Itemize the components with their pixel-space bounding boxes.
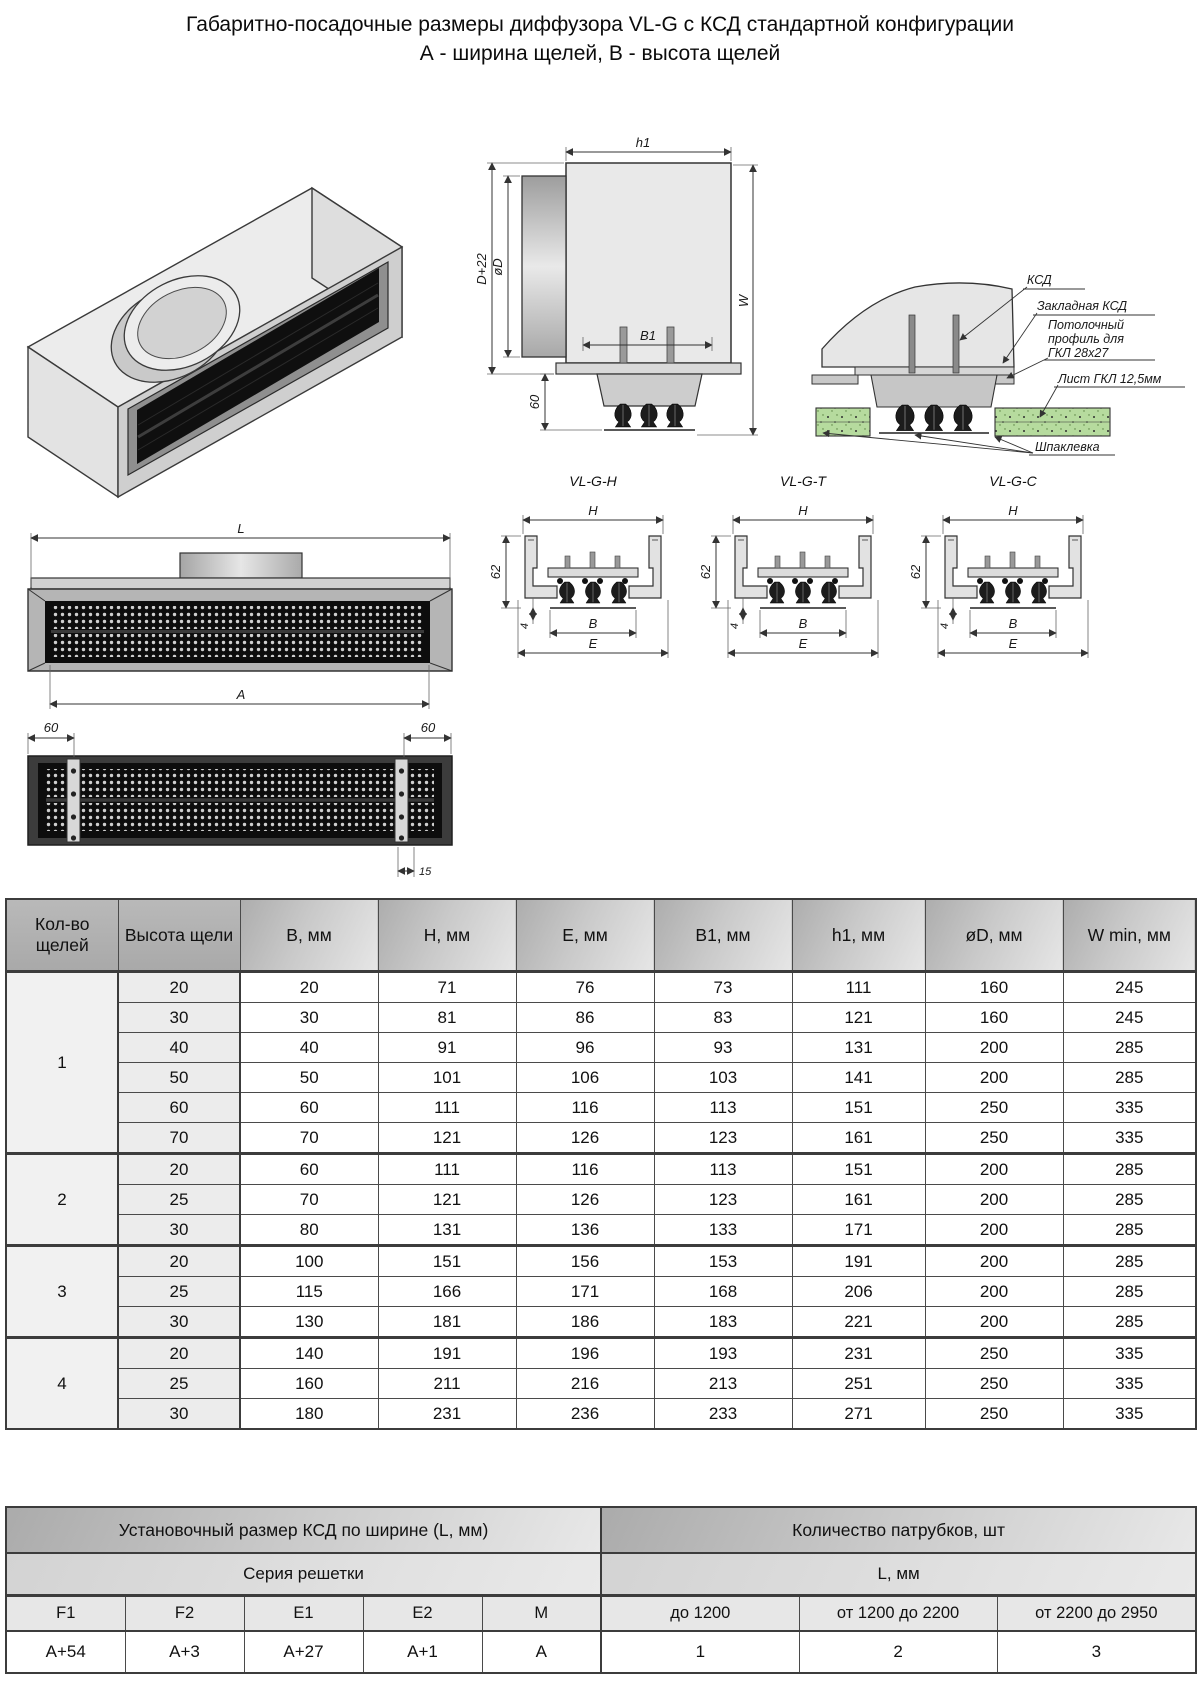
value-cell: 111: [792, 972, 925, 1003]
value-cell: 100: [240, 1246, 378, 1277]
dim-l: L: [237, 521, 245, 536]
value-cell: 285: [1063, 1307, 1196, 1338]
value-cell: 71: [378, 972, 516, 1003]
value-cell: 335: [1063, 1093, 1196, 1123]
main-table: [5, 898, 1197, 1430]
dim-62: 62: [698, 564, 713, 580]
table-row: [6, 1596, 1196, 1632]
value-cell: 20: [118, 1246, 240, 1277]
value-cell: 116: [516, 1154, 654, 1185]
svg-text:Шпаклевка: Шпаклевка: [1035, 440, 1100, 454]
table-row: [6, 1215, 1196, 1246]
value-cell: 171: [516, 1277, 654, 1307]
slot-count-cell: 2: [6, 1154, 118, 1246]
value-cell: 186: [516, 1307, 654, 1338]
value-cell: 70: [240, 1185, 378, 1215]
svg-text:Закладная КСД: Закладная КСД: [1037, 299, 1128, 313]
series-value-cell: A+54: [6, 1631, 125, 1673]
value-cell: 70: [118, 1123, 240, 1154]
value-cell: 180: [240, 1399, 378, 1430]
value-cell: 200: [925, 1185, 1063, 1215]
value-cell: 285: [1063, 1063, 1196, 1093]
svg-text:профиль для: профиль для: [1048, 332, 1124, 346]
value-cell: 60: [240, 1154, 378, 1185]
dim-h: H: [588, 503, 598, 518]
table-row: [6, 1277, 1196, 1307]
dim-a: A: [236, 687, 246, 702]
table-row: [6, 1154, 1196, 1185]
value-cell: 136: [516, 1215, 654, 1246]
main-table-body: [6, 972, 1196, 1430]
table-row: [6, 1185, 1196, 1215]
value-cell: 171: [792, 1215, 925, 1246]
value-cell: 200: [925, 1215, 1063, 1246]
section-profile: [908, 503, 1088, 658]
section-name: VL-G-H: [569, 473, 617, 489]
value-cell: 40: [240, 1033, 378, 1063]
value-cell: 76: [516, 972, 654, 1003]
table-row: [6, 1063, 1196, 1093]
table-row: [6, 1631, 1196, 1673]
series-column-header: F1: [6, 1596, 125, 1632]
column-header: W min, мм: [1063, 899, 1196, 972]
callout-profile: [1007, 318, 1155, 378]
column-header: h1, мм: [792, 899, 925, 972]
series-value-cell: A+27: [244, 1631, 363, 1673]
bottom-table-body: [6, 1507, 1196, 1673]
series-column-header: E1: [244, 1596, 363, 1632]
value-cell: 133: [654, 1215, 792, 1246]
value-cell: 231: [792, 1338, 925, 1369]
dim-h: H: [798, 503, 808, 518]
dim-b: B: [1008, 616, 1018, 631]
value-cell: 111: [378, 1093, 516, 1123]
value-cell: 130: [240, 1307, 378, 1338]
spigot-top: [180, 553, 302, 578]
table-row: [6, 1093, 1196, 1123]
value-cell: 236: [516, 1399, 654, 1430]
column-header: Кол-во щелей: [6, 899, 118, 972]
value-cell: 111: [378, 1154, 516, 1185]
value-cell: 285: [1063, 1033, 1196, 1063]
column-header: Высота щели: [118, 899, 240, 972]
value-cell: 245: [1063, 1003, 1196, 1033]
value-cell: 20: [118, 972, 240, 1003]
value-cell: 183: [654, 1307, 792, 1338]
section-vl-g-c: [908, 468, 1118, 693]
value-cell: 30: [118, 1307, 240, 1338]
value-cell: 115: [240, 1277, 378, 1307]
value-cell: 131: [792, 1033, 925, 1063]
section-vl-g-h: [488, 468, 698, 693]
value-cell: 200: [925, 1277, 1063, 1307]
dim-b: B: [798, 616, 808, 631]
value-cell: 285: [1063, 1154, 1196, 1185]
value-cell: 181: [378, 1307, 516, 1338]
value-cell: 213: [654, 1369, 792, 1399]
dim-60-right: 60: [420, 720, 436, 735]
dim-phi-d: øD: [490, 258, 505, 276]
value-cell: 335: [1063, 1123, 1196, 1154]
value-cell: 161: [792, 1185, 925, 1215]
value-cell: 25: [118, 1185, 240, 1215]
value-cell: 20: [240, 972, 378, 1003]
title-line2: А - ширина щелей, В - высота щелей: [419, 42, 781, 66]
plenum-box: [822, 283, 1014, 367]
dim-h: H: [1008, 503, 1018, 518]
value-cell: 166: [378, 1277, 516, 1307]
mounting-bracket-left: [67, 759, 80, 842]
dim-h1: h1: [635, 135, 651, 150]
slot-count-cell: 3: [6, 1246, 118, 1338]
value-cell: 216: [516, 1369, 654, 1399]
value-cell: 126: [516, 1123, 654, 1154]
column-header: B1, мм: [654, 899, 792, 972]
mounting-bracket-right: [395, 759, 408, 842]
table-row: [6, 972, 1196, 1003]
table-row: [6, 1369, 1196, 1399]
table-row: [6, 1246, 1196, 1277]
series-column-header: E2: [363, 1596, 482, 1632]
value-cell: 191: [792, 1246, 925, 1277]
value-cell: 30: [118, 1003, 240, 1033]
value-cell: 123: [654, 1185, 792, 1215]
value-cell: 335: [1063, 1399, 1196, 1430]
value-cell: 50: [240, 1063, 378, 1093]
dim-60: 60: [527, 394, 542, 410]
svg-text:Потолочный: Потолочный: [1048, 318, 1124, 332]
value-cell: 126: [516, 1185, 654, 1215]
count-value-cell: 1: [601, 1631, 799, 1673]
value-cell: 160: [925, 1003, 1063, 1033]
value-cell: 141: [792, 1063, 925, 1093]
dim-e: E: [798, 636, 808, 651]
value-cell: 193: [654, 1338, 792, 1369]
value-cell: 196: [516, 1338, 654, 1369]
value-cell: 151: [792, 1154, 925, 1185]
section-name: VL-G-C: [989, 473, 1037, 489]
bottom-view-drawing: [10, 695, 465, 890]
spigot-count-header: Количество патрубков, шт: [601, 1507, 1196, 1553]
value-cell: 131: [378, 1215, 516, 1246]
value-cell: 96: [516, 1033, 654, 1063]
column-header: H, мм: [378, 899, 516, 972]
value-cell: 231: [378, 1399, 516, 1430]
value-cell: 250: [925, 1369, 1063, 1399]
section-vl-g-t: [698, 468, 908, 693]
value-cell: 103: [654, 1063, 792, 1093]
section-profile: [698, 503, 878, 658]
value-cell: 200: [925, 1246, 1063, 1277]
table-row: [6, 1003, 1196, 1033]
series-value-cell: A+1: [363, 1631, 482, 1673]
installation-drawing: [755, 245, 1200, 480]
value-cell: 60: [240, 1093, 378, 1123]
value-cell: 271: [792, 1399, 925, 1430]
dim-d-plus-22: D+22: [474, 253, 489, 285]
dim-15: 15: [419, 866, 432, 878]
value-cell: 106: [516, 1063, 654, 1093]
column-header: øD, мм: [925, 899, 1063, 972]
dim-4: 4: [729, 622, 741, 630]
install-size-header: Установочный размер КСД по ширине (L, мм): [6, 1507, 601, 1553]
table-row: [6, 1338, 1196, 1369]
isometric-view-drawing: [10, 85, 450, 495]
dim-b: B: [588, 616, 598, 631]
value-cell: 25: [118, 1277, 240, 1307]
bottom-table: [5, 1506, 1197, 1674]
slot-count-cell: 1: [6, 972, 118, 1154]
series-value-cell: A+3: [125, 1631, 244, 1673]
value-cell: 211: [378, 1369, 516, 1399]
value-cell: 251: [792, 1369, 925, 1399]
value-cell: 123: [654, 1123, 792, 1154]
dim-b1: B1: [640, 328, 656, 343]
value-cell: 250: [925, 1338, 1063, 1369]
table-row: [6, 1033, 1196, 1063]
value-cell: 285: [1063, 1246, 1196, 1277]
value-cell: 70: [240, 1123, 378, 1154]
table-row: [6, 1123, 1196, 1154]
value-cell: 86: [516, 1003, 654, 1033]
value-cell: 80: [240, 1215, 378, 1246]
table-row: [6, 1553, 1196, 1596]
series-column-header: M: [482, 1596, 601, 1632]
value-cell: 250: [925, 1399, 1063, 1430]
value-cell: 73: [654, 972, 792, 1003]
value-cell: 81: [378, 1003, 516, 1033]
value-cell: 121: [792, 1003, 925, 1033]
value-cell: 60: [118, 1093, 240, 1123]
value-cell: 250: [925, 1123, 1063, 1154]
value-cell: 156: [516, 1246, 654, 1277]
value-cell: 151: [378, 1246, 516, 1277]
value-cell: 50: [118, 1063, 240, 1093]
length-column-header: от 1200 до 2200: [799, 1596, 997, 1632]
dim-62: 62: [488, 564, 503, 580]
duct-spigot: [522, 176, 566, 357]
value-cell: 221: [792, 1307, 925, 1338]
section-name: VL-G-T: [780, 473, 826, 489]
table-row: [6, 1507, 1196, 1553]
dim-4: 4: [939, 622, 951, 630]
count-value-cell: 2: [799, 1631, 997, 1673]
table-row: [6, 1399, 1196, 1430]
svg-text:КСД: КСД: [1027, 273, 1052, 287]
page-title: [0, 10, 1200, 69]
slot-count-cell: 4: [6, 1338, 118, 1430]
value-cell: 140: [240, 1338, 378, 1369]
dim-60-left: 60: [43, 720, 59, 735]
series-column-header: F2: [125, 1596, 244, 1632]
value-cell: 116: [516, 1093, 654, 1123]
value-cell: 30: [118, 1215, 240, 1246]
value-cell: 161: [792, 1123, 925, 1154]
value-cell: 285: [1063, 1277, 1196, 1307]
value-cell: 93: [654, 1033, 792, 1063]
length-column-header: от 2200 до 2950: [997, 1596, 1196, 1632]
dim-w: W: [736, 294, 751, 308]
value-cell: 25: [118, 1369, 240, 1399]
front-view-drawing: [10, 485, 465, 720]
value-cell: 121: [378, 1185, 516, 1215]
length-column-header: до 1200: [601, 1596, 799, 1632]
value-cell: 335: [1063, 1338, 1196, 1369]
value-cell: 113: [654, 1154, 792, 1185]
value-cell: 191: [378, 1338, 516, 1369]
section-profile: [488, 503, 668, 658]
value-cell: 30: [118, 1399, 240, 1430]
value-cell: 200: [925, 1063, 1063, 1093]
length-subheader: L, мм: [601, 1553, 1196, 1596]
value-cell: 168: [654, 1277, 792, 1307]
dim-4: 4: [519, 622, 531, 630]
value-cell: 233: [654, 1399, 792, 1430]
series-subheader: Серия решетки: [6, 1553, 601, 1596]
value-cell: 20: [118, 1154, 240, 1185]
value-cell: 160: [925, 972, 1063, 1003]
value-cell: 101: [378, 1063, 516, 1093]
value-cell: 250: [925, 1093, 1063, 1123]
value-cell: 91: [378, 1033, 516, 1063]
column-header: E, мм: [516, 899, 654, 972]
value-cell: 30: [240, 1003, 378, 1033]
main-table-head: [6, 899, 1196, 972]
value-cell: 200: [925, 1033, 1063, 1063]
value-cell: 153: [654, 1246, 792, 1277]
value-cell: 151: [792, 1093, 925, 1123]
dim-62: 62: [908, 564, 923, 580]
diffuser-body: [597, 374, 702, 406]
value-cell: 335: [1063, 1369, 1196, 1399]
value-cell: 200: [925, 1154, 1063, 1185]
value-cell: 200: [925, 1307, 1063, 1338]
value-cell: 121: [378, 1123, 516, 1154]
value-cell: 206: [792, 1277, 925, 1307]
column-header: B, мм: [240, 899, 378, 972]
value-cell: 285: [1063, 1215, 1196, 1246]
dim-e: E: [588, 636, 598, 651]
side-view-drawing: [455, 105, 765, 440]
dim-e: E: [1008, 636, 1018, 651]
svg-text:Лист ГКЛ 12,5мм: Лист ГКЛ 12,5мм: [1058, 372, 1162, 386]
value-cell: 113: [654, 1093, 792, 1123]
svg-text:ГКЛ 28х27: ГКЛ 28х27: [1048, 346, 1109, 360]
title-line1: Габаритно-посадочные размеры диффузора VL-G с КСД стандартной конфигурации: [186, 13, 1014, 36]
value-cell: 160: [240, 1369, 378, 1399]
series-value-cell: A: [482, 1631, 601, 1673]
value-cell: 83: [654, 1003, 792, 1033]
count-value-cell: 3: [997, 1631, 1196, 1673]
value-cell: 285: [1063, 1185, 1196, 1215]
value-cell: 245: [1063, 972, 1196, 1003]
value-cell: 20: [118, 1338, 240, 1369]
table-row: [6, 1307, 1196, 1338]
value-cell: 40: [118, 1033, 240, 1063]
